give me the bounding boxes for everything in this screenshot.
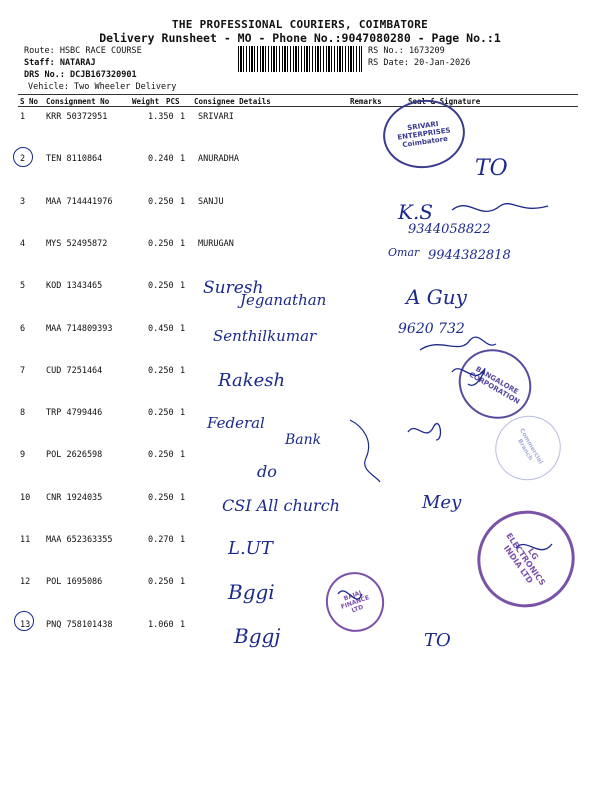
bracket-stroke (350, 420, 380, 482)
col-seal-signature: Seal & Signature (408, 97, 481, 106)
consignment-number: POL 1695086 (46, 577, 103, 588)
pcs-value: 1 (180, 450, 186, 461)
handwritten-name: Rakesh (218, 370, 286, 391)
page-subtitle: Delivery Runsheet - MO - Phone No.:9047080280 - Page No.:1 (99, 31, 501, 45)
signature-stroke (420, 337, 496, 350)
row-sno: 2 (20, 154, 26, 165)
weight-value: 0.250 (148, 450, 174, 461)
col-remarks: Remarks (350, 97, 382, 106)
pcs-value: 1 (180, 154, 186, 165)
consignment-number: TEN 8110864 (46, 154, 103, 165)
pcs-value: 1 (180, 365, 186, 376)
weight-value: 0.250 (148, 492, 174, 503)
row-sno: 10 (20, 492, 31, 503)
staff-label: Staff: NATARAJ (24, 58, 96, 68)
signature-stroke (338, 591, 362, 599)
consignment-number: MAA 652363355 (46, 535, 113, 545)
row-sno: 3 (20, 196, 26, 207)
weight-value: 0.450 (148, 323, 174, 334)
company-stamp: BANGALORE CORPORATION (446, 336, 544, 432)
pcs-value: 1 (180, 323, 186, 334)
weight-value: 0.240 (148, 154, 174, 165)
company-stamp: BAJAJ FINANCE LTD (317, 564, 392, 640)
handwritten-name: Suresh (203, 278, 264, 298)
handwritten-phone: 9944382818 (428, 248, 511, 263)
handwritten-name: Bggj (234, 624, 281, 648)
row-sno: 7 (20, 365, 26, 376)
signature: TO (424, 630, 451, 651)
weight-value: 0.250 (148, 408, 174, 419)
consignment-number: CNR 1924035 (46, 492, 103, 503)
company-stamp: Commercial Branch (483, 404, 572, 492)
signature: Omar (388, 246, 420, 259)
consignee-name: SANJU (198, 196, 224, 207)
company-stamp: LG ELECTRONICS INDIA LTD (458, 492, 593, 627)
pcs-value: 1 (180, 577, 186, 588)
pcs-value: 1 (180, 196, 186, 207)
col-pcs: PCS (166, 97, 180, 106)
signature: Mey (422, 492, 462, 513)
route-label: Route: HSBC RACE COURSE (24, 46, 142, 56)
rs-date: RS Date: 20-Jan-2026 (368, 58, 471, 68)
weight-value: 0.250 (148, 281, 174, 292)
drs-number: DRS No.: DCJB167320901 (24, 70, 137, 80)
handwritten-name: Federal (207, 414, 265, 432)
consignment-number: POL 2626598 (46, 450, 103, 461)
consignee-name: ANURADHA (198, 154, 239, 165)
row-sno: 4 (20, 238, 26, 249)
row-sno: 6 (20, 323, 26, 334)
signature-stroke (516, 544, 552, 550)
consignment-number: KRR 50372951 (46, 112, 108, 122)
pcs-value: 1 (180, 408, 186, 419)
weight-value: 1.060 (148, 619, 174, 630)
pcs-value: 1 (180, 238, 186, 249)
row-sno: 12 (20, 577, 31, 588)
handwritten-name: Senthilkumar (213, 327, 317, 345)
consignment-number: MAA 714441976 (46, 196, 113, 207)
pcs-value: 1 (180, 112, 186, 122)
weight-value: 1.350 (148, 112, 174, 122)
signature: A Guy (406, 285, 467, 309)
consignee-name: SRIVARI (198, 112, 234, 122)
row-sno: 9 (20, 450, 26, 461)
col-consignee: Consignee Details (194, 97, 271, 106)
signature-stroke (408, 424, 440, 440)
row-sno: 11 (20, 535, 31, 545)
handwritten-name: Jeganathan (240, 291, 327, 309)
consignment-number: KOD 1343465 (46, 281, 103, 292)
weight-value: 0.250 (148, 196, 174, 207)
handwritten-phone: 9344058822 (408, 222, 491, 237)
page-title: THE PROFESSIONAL COURIERS, COIMBATORE (171, 18, 429, 31)
pcs-value: 1 (180, 281, 186, 292)
consignment-number: MAA 714809393 (46, 323, 113, 334)
handwritten-name: CSI All church (222, 496, 340, 515)
col-consignment: Consignment No (46, 97, 110, 106)
pcs-value: 1 (180, 535, 186, 545)
signature-stroke (452, 369, 485, 386)
signature-stroke (452, 204, 548, 212)
weight-value: 0.250 (148, 577, 174, 588)
consignment-number: TRP 4799446 (46, 408, 103, 419)
signature: TO (475, 156, 508, 181)
row-sno: 5 (20, 281, 26, 292)
handwritten-name: do (257, 462, 277, 481)
consignment-number: MYS 52495872 (46, 238, 108, 249)
row-sno: 13 (20, 619, 31, 630)
handwritten-name: Bank (285, 432, 322, 448)
weight-value: 0.250 (148, 238, 174, 249)
vehicle-label: Vehicle: Two Wheeler Delivery (28, 82, 177, 92)
consignment-number: CUD 7251464 (46, 365, 103, 376)
weight-value: 0.270 (148, 535, 174, 545)
handwritten-name: Bggi (228, 580, 275, 604)
rs-number: RS No.: 1673209 (368, 46, 445, 56)
company-stamp: SRIVARI ENTERPRISES Coimbatore (379, 95, 470, 174)
signature: K.S (398, 200, 433, 224)
signature: 9620 732 (398, 321, 465, 337)
pcs-value: 1 (180, 619, 186, 630)
row-sno: 1 (20, 112, 26, 122)
consignee-name: MURUGAN (198, 238, 234, 249)
col-weight: Weight (132, 97, 160, 106)
row-sno: 8 (20, 408, 26, 419)
handwritten-name: L.UT (228, 538, 273, 559)
consignment-number: PNQ 758101438 (46, 619, 113, 630)
pcs-value: 1 (180, 492, 186, 503)
col-sno: S No (20, 97, 39, 106)
weight-value: 0.250 (148, 365, 174, 376)
